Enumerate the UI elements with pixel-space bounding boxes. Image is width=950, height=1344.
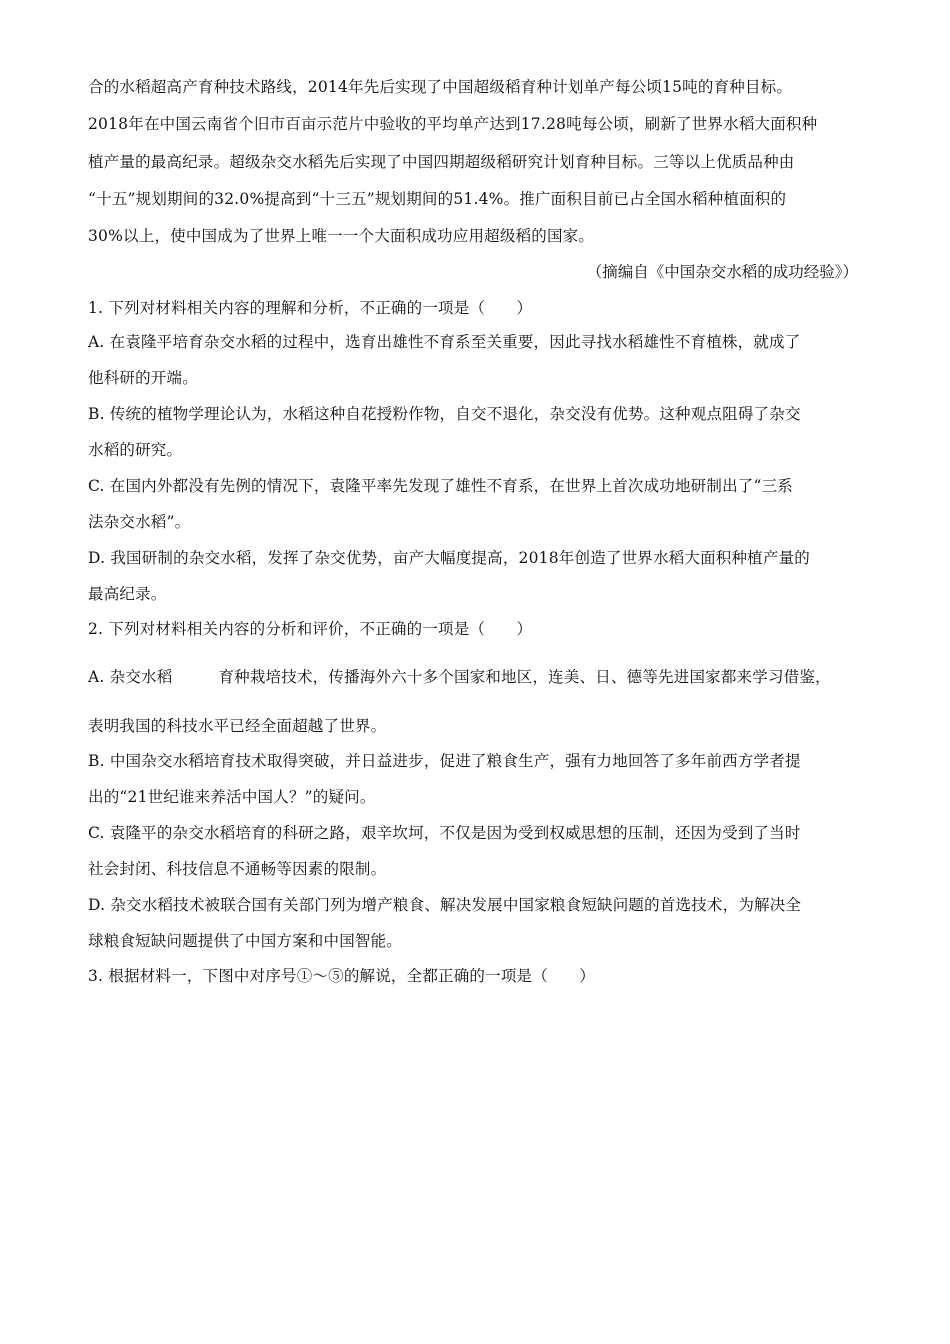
question-1-option-a-cont: 他科研的开端。 xyxy=(88,369,198,387)
question-1-option-b-cont: 水稻的研究。 xyxy=(88,441,183,459)
question-2-option-a-part1: A. 杂交水稻 xyxy=(88,668,173,686)
question-1-option-d: D. 我国研制的杂交水稻，发挥了杂交优势，亩产大幅度提高，2018年创造了世界水稻大面积种植产量的 xyxy=(88,549,810,567)
question-3-stem: 3. 根据材料一，下图中对序号①～⑤的解说，全都正确的一项是（ ） xyxy=(88,967,596,985)
question-1-option-b: B. 传统的植物学理论认为，水稻这种自花授粉作物，自交不退化，杂交没有优势。这种观点阻碍了杂交 xyxy=(88,405,801,423)
question-2-option-c-cont: 社会封闭、科技信息不通畅等因素的限制。 xyxy=(88,860,387,878)
passage-line-1: 合的水稻超高产育种技术路线，2014年先后实现了中国超级稻育种计划单产每公顷15吨的育种目标。 xyxy=(88,78,793,96)
question-2-option-a xyxy=(88,667,831,687)
question-1-option-a: A. 在袁隆平培育杂交水稻的过程中，选育出雄性不育系至关重要，因此寻找水稻雄性不育植株，就成了 xyxy=(88,333,801,351)
question-2-option-b: B. 中国杂交水稻培育技术取得突破，并日益进步，促进了粮食生产，强有力地回答了多年前西方学者提 xyxy=(88,752,801,770)
question-1-option-c-cont: 法杂交水稻”。 xyxy=(88,513,191,531)
question-1-option-d-cont: 最高纪录。 xyxy=(88,585,167,603)
passage-source: （摘编自《中国杂交水稻的成功经验》） xyxy=(586,263,858,281)
question-1-stem: 1. 下列对材料相关内容的理解和分析，不正确的一项是（ ） xyxy=(88,299,533,317)
passage-line-2: 2018年在中国云南省个旧市百亩示范片中验收的平均单产达到17.28吨每公顷，刷新了世界水稻大面积种 xyxy=(88,115,818,133)
question-1-option-c: C. 在国内外都没有先例的情况下，袁隆平率先发现了雄性不育系，在世界上首次成功地研制出了“三系 xyxy=(88,477,793,495)
question-2-option-d: D. 杂交水稻技术被联合国有关部门列为增产粮食、解决发展中国家粮食短缺问题的首选技术，为解决全 xyxy=(88,896,802,914)
question-2-stem: 2. 下列对材料相关内容的分析和评价，不正确的一项是（ ） xyxy=(88,620,533,638)
passage-line-3: 植产量的最高纪录。超级杂交水稻先后实现了中国四期超级稻研究计划育种目标。三等以上优质品种由 xyxy=(88,153,795,171)
question-2-option-d-cont: 球粮食短缺问题提供了中国方案和中国智能。 xyxy=(88,932,403,950)
question-2-option-b-cont: 出的“21世纪谁来养活中国人？”的疑问。 xyxy=(88,788,376,806)
question-2-option-a-cont: 表明我国的科技水平已经全面超越了世界。 xyxy=(88,717,387,735)
question-2-option-c: C. 袁隆平的杂交水稻培育的科研之路，艰辛坎坷，不仅是因为受到权威思想的压制，还因为受到了当时 xyxy=(88,824,801,842)
question-2-option-a-part2: 育种栽培技术，传播海外六十多个国家和地区，连美、日、德等先进国家都来学习借鉴， xyxy=(218,668,831,686)
passage-line-4: “十五”规划期间的32.0%提高到“十三五”规划期间的51.4%。推广面积目前已占全国水稻种植面积的 xyxy=(88,190,787,208)
passage-line-5: 30%以上，使中国成为了世界上唯一一个大面积成功应用超级稻的国家。 xyxy=(88,227,595,245)
